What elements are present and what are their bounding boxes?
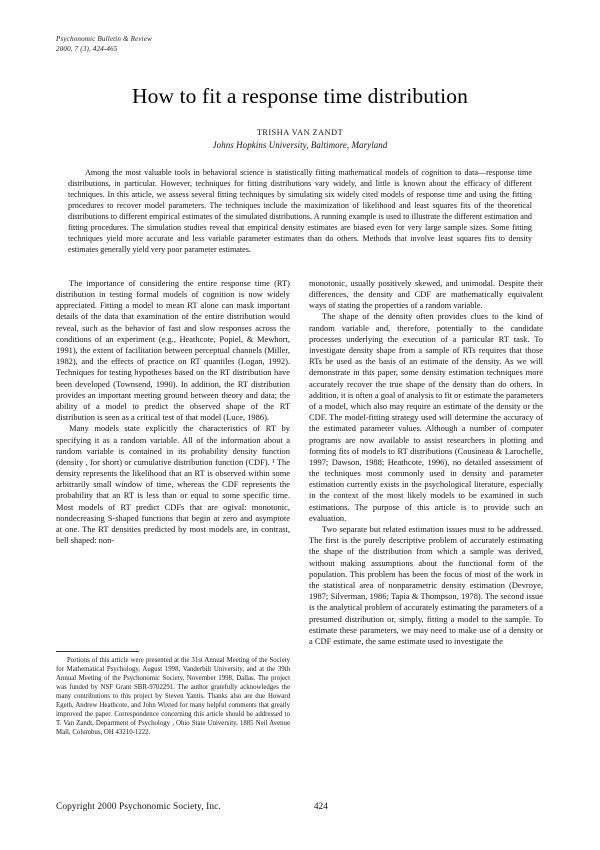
running-head	[56, 34, 544, 54]
column-right	[309, 278, 543, 738]
column-left	[56, 278, 290, 738]
page-footer	[56, 802, 544, 812]
body-columns	[56, 278, 544, 738]
page-number: 424	[313, 802, 328, 812]
footnote-text: Portions of this article were presented at the 31st Annual Meeting of the Society for Mathematical Psychology, August 1998, Vanderbilt University, and at the 39th Annual Meeting of the Psychonomic Society, November 1998, Dallas. The project was funded by NSF Grant SBR-9702291. The author gratefully acknowledges the many contributions to this project by Steven Yantis. Thanks also are due Howard Egeth, Andrew Heathcote, and John Wixted for many helpful comments that greatly improved the paper. Correspondence concerning this article should be addressed to T. Van Zandt, Department of Psychology , Ohio State University, 1885 Neil Avenue Mall, Columbus, OH 43210-1222.	[56, 657, 290, 736]
paragraph: Two separate but related estimation issues must to be addressed. The first is the purely descriptive problem of accurately estimating the shape of the distribution from which a sample was derived, without making assumptions about the functional form of the population. This problem has been the focus of most of the work in the statistical area of nonparametric density estimation (Devroye, 1987; Silverman, 1986; Tapia & Thompson, 1978). The second issue is the analytical problem of accurately estimating the parameters of a presumed distribution or, simply, fitting a model to the sample. To estimate these parameters, we may need to make use of a density or a CDF estimate, the same estimate used to investigate the	[309, 524, 543, 646]
page-title: How to fit a response time distribution	[132, 84, 468, 109]
journal-citation: 2000, 7 (3), 424-465	[56, 45, 118, 54]
footnote-rule	[56, 651, 139, 652]
copyright-notice: Copyright 2000 Psychonomic Society, Inc.	[56, 802, 221, 812]
paragraph: Many models state explicitly the characteristics of RT by specifying it as a random variable. All of the information about a random variable is contained in its probability density function (density , for short) or cumulative distribution function (CDF). ¹ The density represents the likelihood that an RT is observed within some arbitrarily small window of time, whereas the CDF represents the probability that an RT is less than or equal to some specific time. Most models of RT predict CDFs that are ogival: monotonic, nondecreasing S-shaped functions that begin at zero and asymptote at one. The RT densities predicted by most models are, in contrast, bell shaped: non-	[56, 423, 290, 546]
paragraph: monotonic, usually positively skewed, and unimodal. Despite their differences, the density and CDF are mathematically equivalent ways of stating the properties of a random variable.	[309, 277, 543, 311]
footnote-block	[56, 651, 290, 738]
journal-name: Psychonomic Bulletin & Review	[56, 35, 152, 43]
author-name: TRISHA VAN ZANDT	[256, 128, 344, 138]
abstract: Among the most valuable tools in behavioral science is statistically fitting mathematical models of cognition to data—response time distributions, in particular. However, techniques for fitting distributions vary widely, and little is known about the efficacy of different techniques. In this article, we assess several fitting techniques by simulating six widely cited models of response time and using the fitting procedures to recover model parameters. The techniques include the maximization of likelihood and least squares fits of the theoretical distributions to different empirical estimates of the simulated distributions. A running example is used to illustrate the different estimation and fitting procedures. The simulation studies reveal that empirical density estimates are biased even for very large sample sizes. Some fitting techniques yield more accurate and less variable parameter estimates than do others. Methods that involve least squares fits to density estimates generally yield very poor parameter estimates.	[68, 168, 532, 254]
paragraph: The shape of the density often provides clues to the kind of random variable and, therefore, potentially to the candidate processes underlying the execution of a particular RT task. To investigate density shape from a sample of RTs requires that those RTs be used as the basis of an estimate of the density. As we will demonstrate in this paper, some density estimation techniques more accurately recover the true shape of the density than do others. In addition, it is often a goal of analysis to fit or estimate the parameters of a model, which also may require an estimate of the density or the CDF. The model-fitting strategy used will determine the accuracy of the estimated parameter values. Although a number of computer programs are now available to assist researchers in plotting and forming fits of models to RT distributions (Cousineau & Larochelle, 1997; Dawson, 1988; Heathcote, 1996), no detailed assessment of the techniques most commonly used in density and parameter estimation currently exists in the psychological literature, especially in the context of the most likely models to be examined in such estimations. The purpose of this article is to provide such an evaluation.	[309, 311, 543, 523]
column-left-body	[56, 278, 290, 547]
paragraph: The importance of considering the entire response time (RT) distribution in testing formal models of cognition is now widely appreciated. Fitting a model to mean RT alone can mask important details of the data that examination of the entire distribution would reveal, such as the behavior of fast and slow responses across the conditions of an experiment (e.g., Heathcote, Popiel, & Mewhort, 1991), the extent of facilitation between perceptual channels (Miller, 1982), and the effects of practice on RT quantiles (Logan, 1992). Techniques for testing hypotheses based on the RT distribution have been developed (Townsend, 1990). In addition, the RT distribution provides an important meeting ground between theory and data; the ability of a model to predict the observed shape of the RT distribution is seen as a critical test of that model (Luce, 1986).	[56, 277, 290, 423]
author-affiliation: Johns Hopkins University, Baltimore, Maryland	[212, 140, 388, 151]
